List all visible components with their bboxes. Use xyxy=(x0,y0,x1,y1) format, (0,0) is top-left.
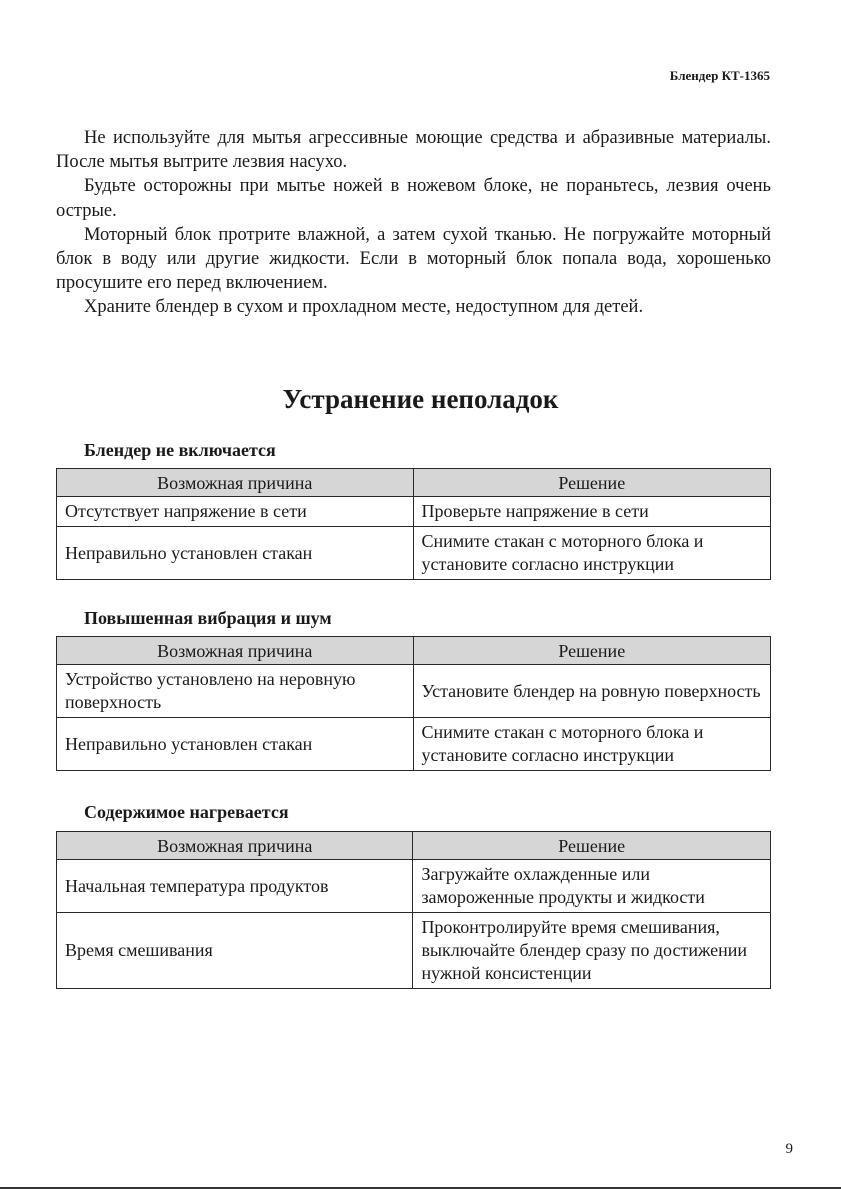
paragraph: Не используйте для мытья агрессивные моющие средства и абразивные материалы. После мытья вытрите лезвия насухо. xyxy=(56,128,771,173)
table-row xyxy=(57,718,771,771)
solution-cell: Снимите стакан с моторного блока и установите согласно инструкции xyxy=(413,718,771,771)
table-header-row xyxy=(57,832,771,860)
table-row xyxy=(57,497,771,527)
table-row xyxy=(57,860,771,913)
solution-cell: Загружайте охлажденные или замороженные продукты и жидкости xyxy=(413,860,771,913)
column-header-cause: Возможная причина xyxy=(57,637,414,665)
cause-cell: Неправильно установлен стакан xyxy=(57,718,414,771)
table-row xyxy=(57,913,771,989)
table-row xyxy=(57,527,771,580)
page-number: 9 xyxy=(785,1141,793,1157)
table-header-row xyxy=(57,469,771,497)
problem-title: Повышенная вибрация и шум xyxy=(84,608,332,628)
solution-cell: Установите блендер на ровную поверхность xyxy=(413,665,771,718)
troubleshooting-table xyxy=(56,468,771,580)
column-header-solution: Решение xyxy=(413,832,771,860)
care-instructions xyxy=(56,126,771,320)
column-header-cause: Возможная причина xyxy=(57,469,414,497)
paragraph: Храните блендер в сухом и прохладном месте, недоступном для детей. xyxy=(84,297,644,318)
cause-cell: Отсутствует напряжение в сети xyxy=(57,497,414,527)
solution-cell: Проверьте напряжение в сети xyxy=(413,497,771,527)
problem-title: Блендер не включается xyxy=(84,440,276,460)
solution-cell: Снимите стакан с моторного блока и установите согласно инструкции xyxy=(413,527,771,580)
column-header-solution: Решение xyxy=(413,469,771,497)
column-header-cause: Возможная причина xyxy=(57,832,413,860)
section-title: Устранение неполадок xyxy=(282,384,559,414)
paragraph: Будьте осторожны при мытье ножей в ножевом блоке, не пораньтесь, лезвия очень острые. xyxy=(56,176,771,221)
column-header-solution: Решение xyxy=(413,637,771,665)
running-header: Блендер КТ-1365 xyxy=(669,68,770,83)
problem-title: Содержимое нагревается xyxy=(84,802,289,822)
troubleshooting-table xyxy=(56,831,771,989)
table-row xyxy=(57,665,771,718)
cause-cell: Устройство установлено на неровную поверхность xyxy=(57,665,414,718)
table-header-row xyxy=(57,637,771,665)
troubleshooting-table xyxy=(56,636,771,771)
solution-cell: Проконтролируйте время смешивания, выключайте блендер сразу по достижении нужной консистенции xyxy=(413,913,771,989)
cause-cell: Время смешивания xyxy=(57,913,413,989)
cause-cell: Неправильно установлен стакан xyxy=(57,527,414,580)
cause-cell: Начальная температура продуктов xyxy=(57,860,413,913)
paragraph: Моторный блок протрите влажной, а затем сухой тканью. Не погружайте моторный блок в воду или другие жидкости. Если в моторный блок попала вода, хорошенько просушите его перед включением. xyxy=(56,224,771,294)
